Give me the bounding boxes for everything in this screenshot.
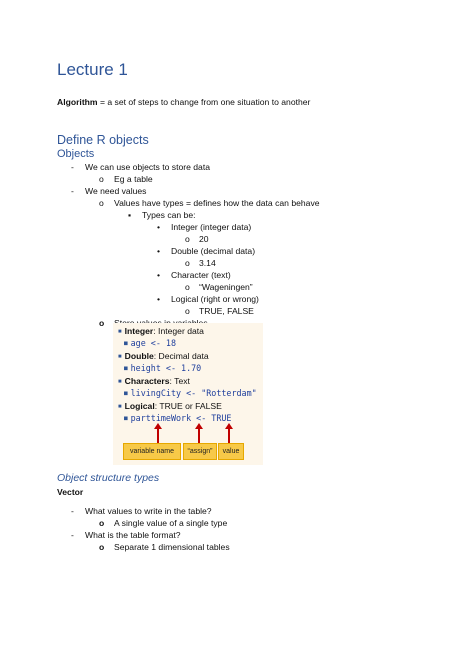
bullet-text: Logical (right or wrong)	[171, 294, 259, 304]
page-title: Lecture 1	[57, 60, 128, 79]
label-assign: “assign”	[183, 443, 217, 460]
bullet-text: Separate 1 dimensional tables	[114, 542, 230, 552]
bullet-marker: -	[71, 530, 74, 540]
bullet-text: A single value of a single type	[114, 518, 228, 528]
bullet-marker: •	[157, 246, 161, 256]
bullet-marker: o	[99, 174, 104, 184]
arrow-shaft	[157, 429, 159, 443]
code-heading-characters: ■ Characters: Text	[118, 376, 190, 386]
bullet-marker: o	[185, 282, 190, 292]
bullet-text: What values to write in the table?	[85, 506, 212, 516]
bullet-text: “Wageningen”	[199, 282, 253, 292]
bullet-text: TRUE, FALSE	[199, 306, 254, 316]
section-heading-define-r-objects: Define R objects	[57, 133, 149, 147]
bullet-marker: o	[185, 258, 190, 268]
code-line-livingcity: ■ livingCity <- "Rotterdam"	[124, 388, 257, 398]
label-variable-name: variable name	[123, 443, 181, 460]
code-heading-double: ■ Double: Decimal data	[118, 351, 209, 361]
code-line-parttimework: ■ parttimeWork <- TRUE	[124, 413, 232, 423]
bullet-text: Values have types = defines how the data can behave	[114, 198, 320, 208]
bullet-text: We can use objects to store data	[85, 162, 210, 172]
subheading-objects: Objects	[57, 148, 95, 160]
code-line-age: ■ age <- 18	[124, 338, 177, 348]
bullet-text: Eg a table	[114, 174, 153, 184]
bullet-text: Double (decimal data)	[171, 246, 256, 256]
bullet-text: We need values	[85, 186, 147, 196]
bullet-marker: o	[99, 318, 105, 328]
algorithm-text: = a set of steps to change from one situation to another	[97, 97, 311, 107]
section-heading-object-structure-types: Object structure types	[57, 472, 160, 484]
bullet-text: Character (text)	[171, 270, 231, 280]
bullet-marker: o	[185, 306, 190, 316]
bullet-marker: o	[185, 234, 190, 244]
bullet-marker: •	[157, 270, 161, 280]
arrow-shaft	[228, 429, 230, 443]
bullet-text: Types can be:	[142, 210, 196, 220]
bullet-marker: o	[99, 518, 105, 528]
algorithm-term: Algorithm	[57, 97, 98, 107]
code-heading-logical: ■ Logical: TRUE or FALSE	[118, 401, 222, 411]
bullet-marker: o	[99, 198, 104, 208]
algorithm-definition	[57, 97, 310, 108]
code-heading-integer: ■ Integer: Integer data	[118, 326, 204, 336]
bullet-text: What is the table format?	[85, 530, 181, 540]
bullet-marker: ▪	[128, 210, 132, 220]
bullet-marker: -	[71, 506, 74, 516]
subheading-vector: Vector	[57, 487, 84, 497]
bullet-marker: -	[71, 162, 74, 172]
bullet-text: 3.14	[199, 258, 216, 268]
bullet-text: 20	[199, 234, 209, 244]
arrow-shaft	[198, 429, 200, 443]
code-line-height: ■ height <- 1.70	[124, 363, 202, 373]
bullet-marker: •	[157, 294, 161, 304]
label-value: value	[218, 443, 244, 460]
bullet-marker: o	[99, 542, 105, 552]
bullet-text: Integer (integer data)	[171, 222, 252, 232]
bullet-marker: -	[71, 186, 74, 196]
bullet-marker: •	[157, 222, 161, 232]
